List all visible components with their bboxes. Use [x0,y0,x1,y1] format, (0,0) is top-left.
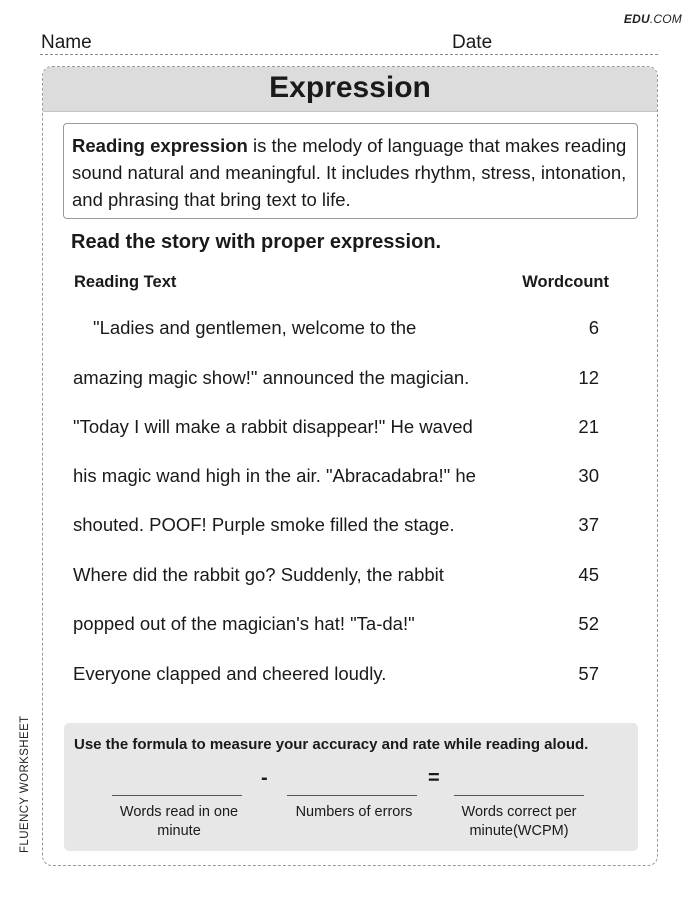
worksheet-card [42,66,658,866]
wcpm-blank[interactable] [454,795,584,796]
brand-com: .COM [649,12,682,26]
definition-text: is the melody of language that makes reading sound natural and meaningful. It includes rhythm, stress, intonation, and phrasing that bring text to life. [72,135,627,210]
wordcount-7: 52 [578,613,599,634]
instruction: Read the story with proper expression. [71,231,442,253]
errors-label: Numbers of errors [295,804,413,820]
wordcount-5: 37 [578,514,599,535]
reading-text-header: Reading Text [74,273,177,291]
story-line-6: Where did the rabbit go? Suddenly, the rabbit [73,564,444,585]
date-label: Date [452,32,493,53]
formula-box [64,723,638,851]
equals-sign: = [428,767,440,789]
story-line-1: "Ladies and gentlemen, welcome to the [93,317,417,338]
wordcount-8: 57 [578,663,599,684]
story-line-5: shouted. POOF! Purple smoke filled the stage. [73,514,455,535]
page-title: Expression [269,71,431,104]
minus-sign: - [261,767,268,789]
story-line-2: amazing magic show!" announced the magician. [73,367,470,388]
name-label: Name [41,32,92,53]
words-read-blank[interactable] [112,795,242,796]
wordcount-2: 12 [578,367,599,388]
story-line-3: "Today I will make a rabbit disappear!" He waved [73,416,473,437]
side-label: FLUENCY WORKSHEET [19,715,31,853]
story-line-8: Everyone clapped and cheered loudly. [73,663,387,684]
brand-logo [624,12,682,26]
wordcount-4: 30 [578,465,599,486]
definition-box [63,123,638,219]
story-line-7: popped out of the magician's hat! "Ta-da!" [73,613,415,634]
definition-term: Reading expression [72,135,248,156]
name-date-row [40,30,658,55]
title-bar [43,67,657,112]
errors-blank[interactable] [287,795,417,796]
wordcount-1: 6 [588,317,599,338]
wcpm-label: Words correct per minute(WCPM) [461,804,577,839]
wordcount-header: Wordcount [522,273,609,291]
brand-edu: EDU [623,12,650,26]
formula-title: Use the formula to measure your accuracy and rate while reading aloud. [74,736,589,753]
words-read-label: Words read in one minute [119,804,239,839]
story-line-4: his magic wand high in the air. "Abracadabra!" he [73,465,476,486]
wordcount-3: 21 [578,416,599,437]
wordcount-6: 45 [578,564,599,585]
